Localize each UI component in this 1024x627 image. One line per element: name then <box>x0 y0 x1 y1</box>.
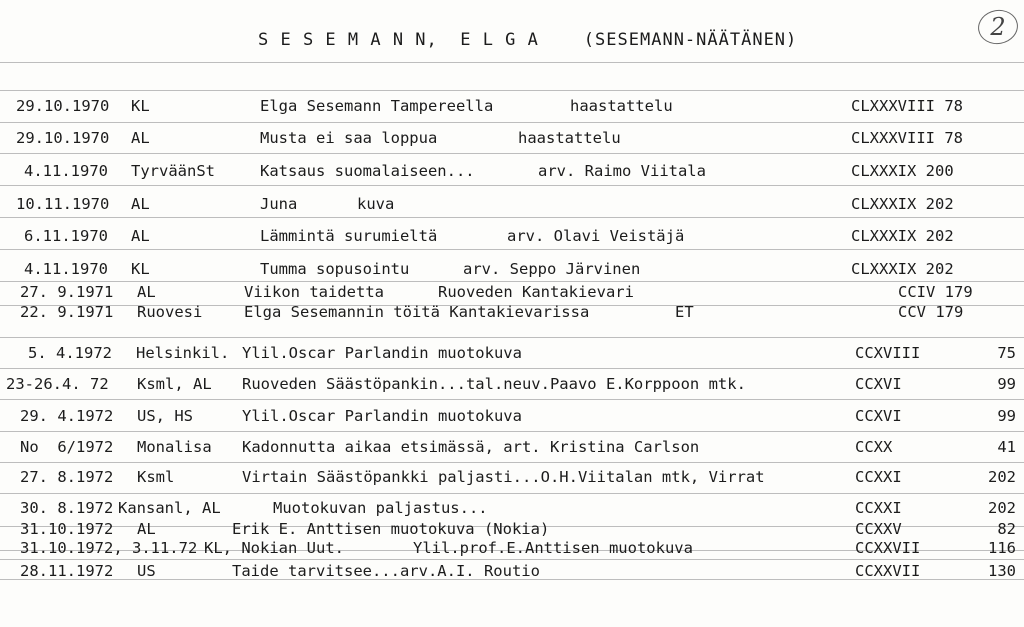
entry-title: Viikon taidetta <box>244 283 384 301</box>
entry-ref: CCXXVII <box>855 539 921 557</box>
entry-date: 29.10.1970 <box>16 129 110 147</box>
entry-title: Virtain Säästöpankki paljasti...O.H.Viitalan mtk, Virrat <box>242 468 765 486</box>
entry-page: 82 <box>997 520 1016 538</box>
entry-date: 6.11.1970 <box>24 227 108 245</box>
entry-source: KL <box>131 97 150 115</box>
ruled-line <box>0 493 1024 494</box>
entry-row <box>0 283 1024 305</box>
entry-note: arv. Raimo Viitala <box>538 162 706 180</box>
entry-source: Ksml, AL <box>137 375 212 393</box>
entry-note: arv. Seppo Järvinen <box>463 260 641 278</box>
ruled-line <box>0 368 1024 369</box>
entry-title: Katsaus suomalaiseen... <box>260 162 475 180</box>
entry-date: 27. 8.1972 <box>20 468 114 486</box>
entry-date: No 6/1972 <box>20 438 114 456</box>
entry-ref: CLXXXIX 202 <box>851 195 954 213</box>
entry-title: Juna <box>260 195 298 213</box>
entry-date: 31.10.1972 <box>20 520 114 538</box>
entry-source: US <box>137 562 156 580</box>
entry-note: ET <box>675 303 694 321</box>
entry-page: 99 <box>997 375 1016 393</box>
entry-note: haastattelu <box>518 129 621 147</box>
entry-source: US, HS <box>137 407 193 425</box>
entry-title: Lämmintä surumieltä <box>260 227 438 245</box>
entry-title: Musta ei saa loppua <box>260 129 438 147</box>
entry-page: 202 <box>988 499 1016 517</box>
entry-row <box>0 227 1024 249</box>
card-title: S E S E M A N N, E L G A (SESEMANN-NÄÄTÄNEN) <box>258 30 798 50</box>
entry-source: Ruovesi <box>137 303 203 321</box>
entry-row <box>0 438 1024 460</box>
entry-ref: CLXXXVIII 78 <box>851 97 963 115</box>
entry-row <box>0 97 1024 119</box>
entry-source: KL, Nokian Uut. <box>204 539 344 557</box>
entry-ref: CCXVIII <box>855 344 921 362</box>
ruled-line <box>0 153 1024 154</box>
entry-source: Monalisa <box>137 438 212 456</box>
ruled-line <box>0 90 1024 91</box>
entry-row <box>0 468 1024 490</box>
entry-source: AL <box>137 283 156 301</box>
entry-page: 75 <box>997 344 1016 362</box>
entry-row <box>0 129 1024 151</box>
entry-page: 41 <box>997 438 1016 456</box>
entry-title: Elga Sesemann Tampereella <box>260 97 494 115</box>
entry-row <box>0 260 1024 282</box>
entry-date: 27. 9.1971 <box>20 283 114 301</box>
entry-date: 28.11.1972 <box>20 562 114 580</box>
entry-date: 31.10.1972, 3.11.72 <box>20 539 198 557</box>
ruled-line <box>0 337 1024 338</box>
entry-source: Helsinkil. <box>136 344 230 362</box>
ruled-line <box>0 249 1024 250</box>
entry-date: 29. 4.1972 <box>20 407 114 425</box>
entry-ref: CCV 179 <box>898 303 964 321</box>
entry-page: 130 <box>988 562 1016 580</box>
entry-note: kuva <box>357 195 395 213</box>
entry-ref: CLXXXVIII 78 <box>851 129 963 147</box>
entry-note: arv. Olavi Veistäjä <box>507 227 685 245</box>
entry-date: 5. 4.1972 <box>28 344 112 362</box>
entry-ref: CCXXI <box>855 499 902 517</box>
ruled-line <box>0 185 1024 186</box>
entry-row <box>0 195 1024 217</box>
entry-title: Elga Sesemannin töitä Kantakievarissa <box>244 303 590 321</box>
ruled-line <box>0 217 1024 218</box>
entry-ref: CCXVI <box>855 375 902 393</box>
entry-date: 23-26.4. 72 <box>6 375 109 393</box>
entry-title: Ruoveden Säästöpankin...tal.neuv.Paavo E.Korppoon mtk. <box>242 375 746 393</box>
entry-ref: CLXXXIX 202 <box>851 260 954 278</box>
entry-date: 4.11.1970 <box>24 162 108 180</box>
entry-title: Tumma sopusointu <box>260 260 410 278</box>
entry-row <box>0 375 1024 397</box>
entry-row <box>0 499 1024 521</box>
entry-title: Muotokuvan paljastus... <box>273 499 488 517</box>
entry-title: Ylil.Oscar Parlandin muotokuva <box>242 344 522 362</box>
ruled-line <box>0 62 1024 63</box>
entry-ref: CLXXXIX 200 <box>851 162 954 180</box>
entry-row <box>0 539 1024 561</box>
entry-date: 10.11.1970 <box>16 195 110 213</box>
entry-note: Ruoveden Kantakievari <box>438 283 634 301</box>
entry-source: Ksml <box>137 468 175 486</box>
ruled-line <box>0 431 1024 432</box>
entry-ref: CCXXV <box>855 520 902 538</box>
entry-note: haastattelu <box>570 97 673 115</box>
ruled-line <box>0 462 1024 463</box>
entry-row <box>0 162 1024 184</box>
entry-ref: CLXXXIX 202 <box>851 227 954 245</box>
entry-row <box>0 562 1024 584</box>
entry-source: KL <box>131 260 150 278</box>
entry-row <box>0 344 1024 366</box>
entry-page: 202 <box>988 468 1016 486</box>
entry-page: 116 <box>988 539 1016 557</box>
entry-ref: CCIV 179 <box>898 283 973 301</box>
entry-date: 4.11.1970 <box>24 260 108 278</box>
entry-source: AL <box>137 520 156 538</box>
ruled-line <box>0 122 1024 123</box>
entry-row <box>0 303 1024 325</box>
entry-source: AL <box>131 129 150 147</box>
entry-title: Taide tarvitsee...arv.A.I. Routio <box>232 562 540 580</box>
ruled-line <box>0 399 1024 400</box>
entry-ref: CCXXI <box>855 468 902 486</box>
entry-source: Kansanl, AL <box>118 499 221 517</box>
entry-title: Ylil.prof.E.Anttisen muotokuva <box>413 539 693 557</box>
entry-ref: CCXXVII <box>855 562 921 580</box>
entry-source: TyrväänSt <box>131 162 215 180</box>
entry-date: 29.10.1970 <box>16 97 110 115</box>
entry-source: AL <box>131 227 150 245</box>
entry-source: AL <box>131 195 150 213</box>
entry-page: 99 <box>997 407 1016 425</box>
entry-ref: CCXVI <box>855 407 902 425</box>
entry-title: Kadonnutta aikaa etsimässä, art. Kristina Carlson <box>242 438 700 456</box>
entry-title: Erik E. Anttisen muotokuva (Nokia) <box>232 520 550 538</box>
card-number: 2 <box>980 10 1016 44</box>
entry-title: Ylil.Oscar Parlandin muotokuva <box>242 407 522 425</box>
entry-date: 22. 9.1971 <box>20 303 114 321</box>
entry-ref: CCXX <box>855 438 893 456</box>
entry-row <box>0 407 1024 429</box>
entry-date: 30. 8.1972 <box>20 499 114 517</box>
